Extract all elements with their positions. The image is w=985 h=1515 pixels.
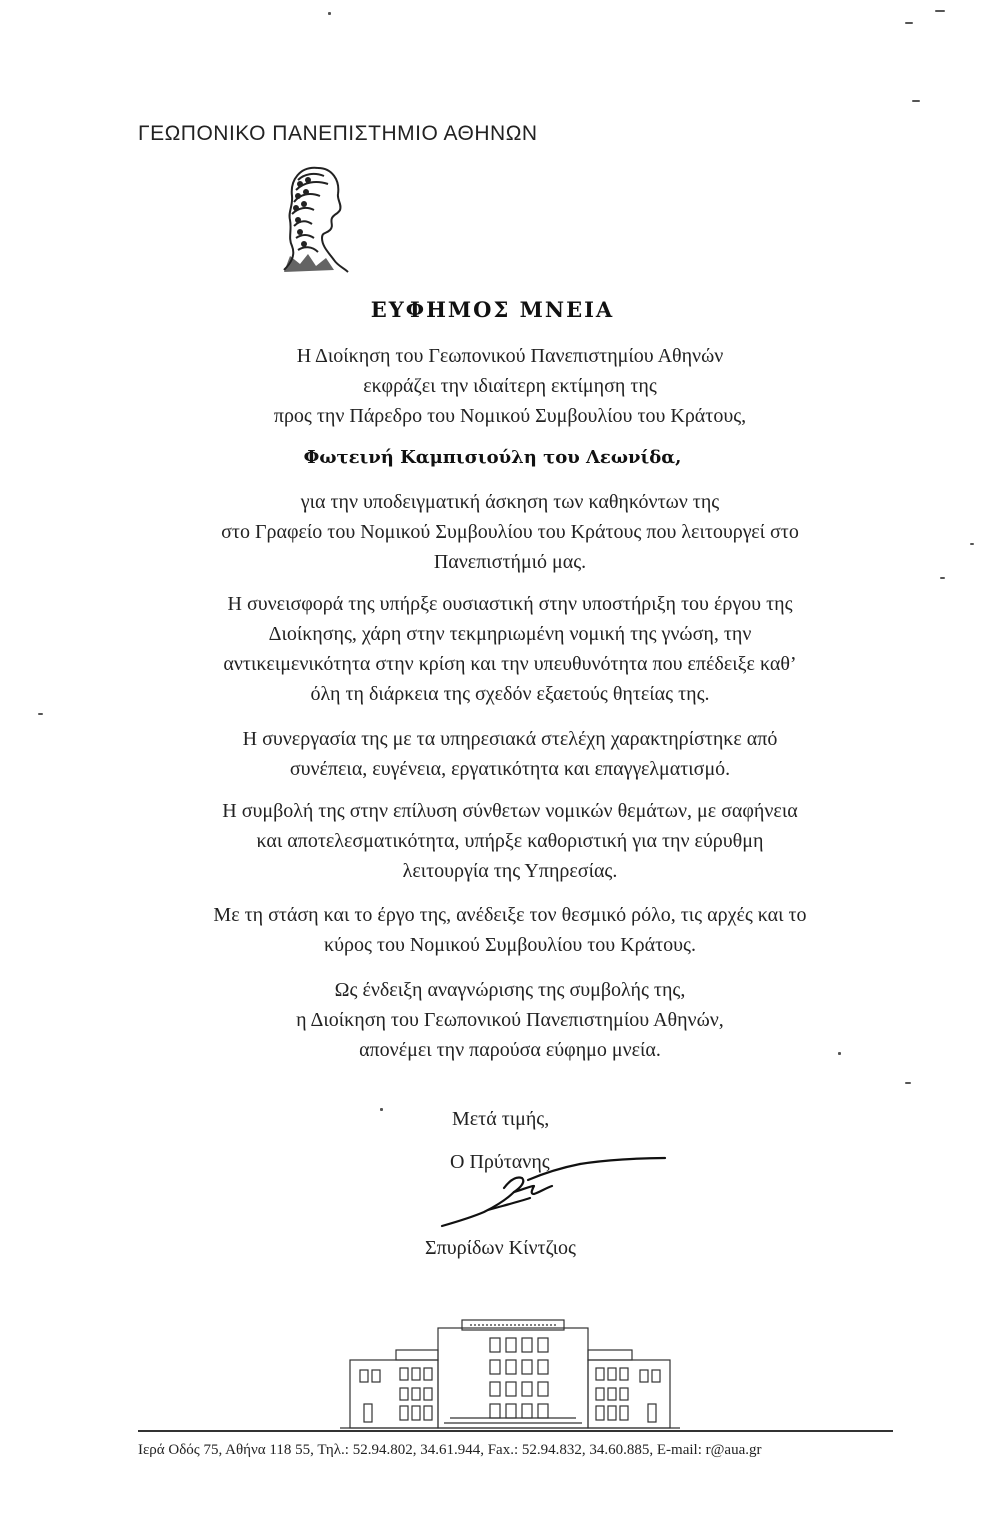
scan-speck (380, 1108, 383, 1111)
text-line: εκφράζει την ιδιαίτερη εκτίμηση της (363, 375, 657, 397)
text-line: και αποτελεσματικότητα, υπήρξε καθοριστική για την εύρυθμη (256, 830, 764, 852)
text-line: η Διοίκηση του Γεωπονικού Πανεπιστημίου Αθηνών, (296, 1009, 724, 1031)
body-paragraph-5 (120, 900, 900, 960)
scan-speck (38, 713, 43, 715)
document-title: ΕΥΦΗΜΟΣ ΜΝΕΙΑ (370, 297, 615, 322)
university-name: ΓΕΩΠΟΝΙΚΟ ΠΑΝΕΠΙΣΤΗΜΙΟ ΑΘΗΝΩΝ (138, 122, 538, 145)
signatory-name: Σπυρίδων Κίντζιος (425, 1237, 576, 1259)
text-line: Διοίκησης, χάρη στην τεκμηριωμένη νομική της γνώση, την (268, 623, 752, 645)
body-paragraph-2 (120, 589, 900, 709)
text-line: Η συνεισφορά της υπήρξε ουσιαστική στην υποστήριξη του έργου της (227, 593, 793, 615)
text-line: κύρος του Νομικού Συμβουλίου του Κράτους. (324, 934, 696, 956)
scan-speck (970, 543, 974, 545)
honoree-name: Φωτεινή Καμπισιούλη του Λεωνίδα, (303, 447, 682, 468)
text-line: Η συμβολή της στην επίλυση σύνθετων νομικών θεμάτων, με σαφήνεια (222, 800, 798, 822)
body-paragraph-6 (120, 975, 900, 1065)
text-line: λειτουργία της Υπηρεσίας. (402, 860, 618, 882)
text-line: Η συνεργασία της με τα υπηρεσιακά στελέχη χαρακτηρίστηκε από (242, 728, 778, 750)
text-line: Με τη στάση και το έργο της, ανέδειξε τον θεσμικό ρόλο, τις αρχές και το (213, 904, 807, 926)
rector-signature (430, 1150, 670, 1230)
text-line: αντικειμενικότητα στην κρίση και την υπευθυνότητα που επέδειξε καθ’ (223, 653, 797, 675)
body-paragraph-4 (120, 796, 900, 886)
footer-contact: Ιερά Οδός 75, Αθήνα 118 55, Τηλ.: 52.94.802, 34.61.944, Fax.: 52.94.832, 34.60.885, E-mail: r@aua.gr (138, 1442, 762, 1458)
text-line: συνέπεια, ευγένεια, εργατικότητα και επαγγελματισμό. (289, 758, 731, 780)
scan-speck (940, 577, 945, 579)
university-building-emblem (340, 1318, 680, 1430)
text-line: προς την Πάρεδρο του Νομικού Συμβουλίου του Κράτους, (273, 405, 747, 427)
text-line: όλη τη διάρκεια της σχεδόν εξαετούς θητείας της. (310, 683, 710, 705)
scan-speck (935, 10, 945, 12)
scan-speck (328, 12, 331, 15)
scan-speck (912, 100, 920, 102)
text-line: Πανεπιστήμιό μας. (433, 551, 587, 573)
footer-divider (138, 1430, 893, 1432)
intro-paragraph (120, 341, 900, 431)
text-line: στο Γραφείο του Νομικού Συμβουλίου του Κράτους που λειτουργεί στο (221, 521, 799, 543)
signatory-role: Ο Πρύτανης (450, 1151, 550, 1173)
scan-speck (905, 22, 913, 24)
text-line: Ως ένδειξη αναγνώρισης της συμβολής της, (334, 979, 686, 1001)
closing-salutation: Μετά τιμής, (452, 1108, 550, 1130)
body-paragraph-1 (120, 487, 900, 577)
text-line: Η Διοίκηση του Γεωπονικού Πανεπιστημίου Αθηνών (296, 345, 724, 367)
body-paragraph-3 (120, 724, 900, 784)
scan-speck (905, 1082, 911, 1084)
university-logo (270, 160, 360, 275)
text-line: για την υποδειγματική άσκηση των καθηκόντων της (300, 491, 720, 513)
text-line: απονέμει την παρούσα εύφημο μνεία. (359, 1039, 661, 1061)
